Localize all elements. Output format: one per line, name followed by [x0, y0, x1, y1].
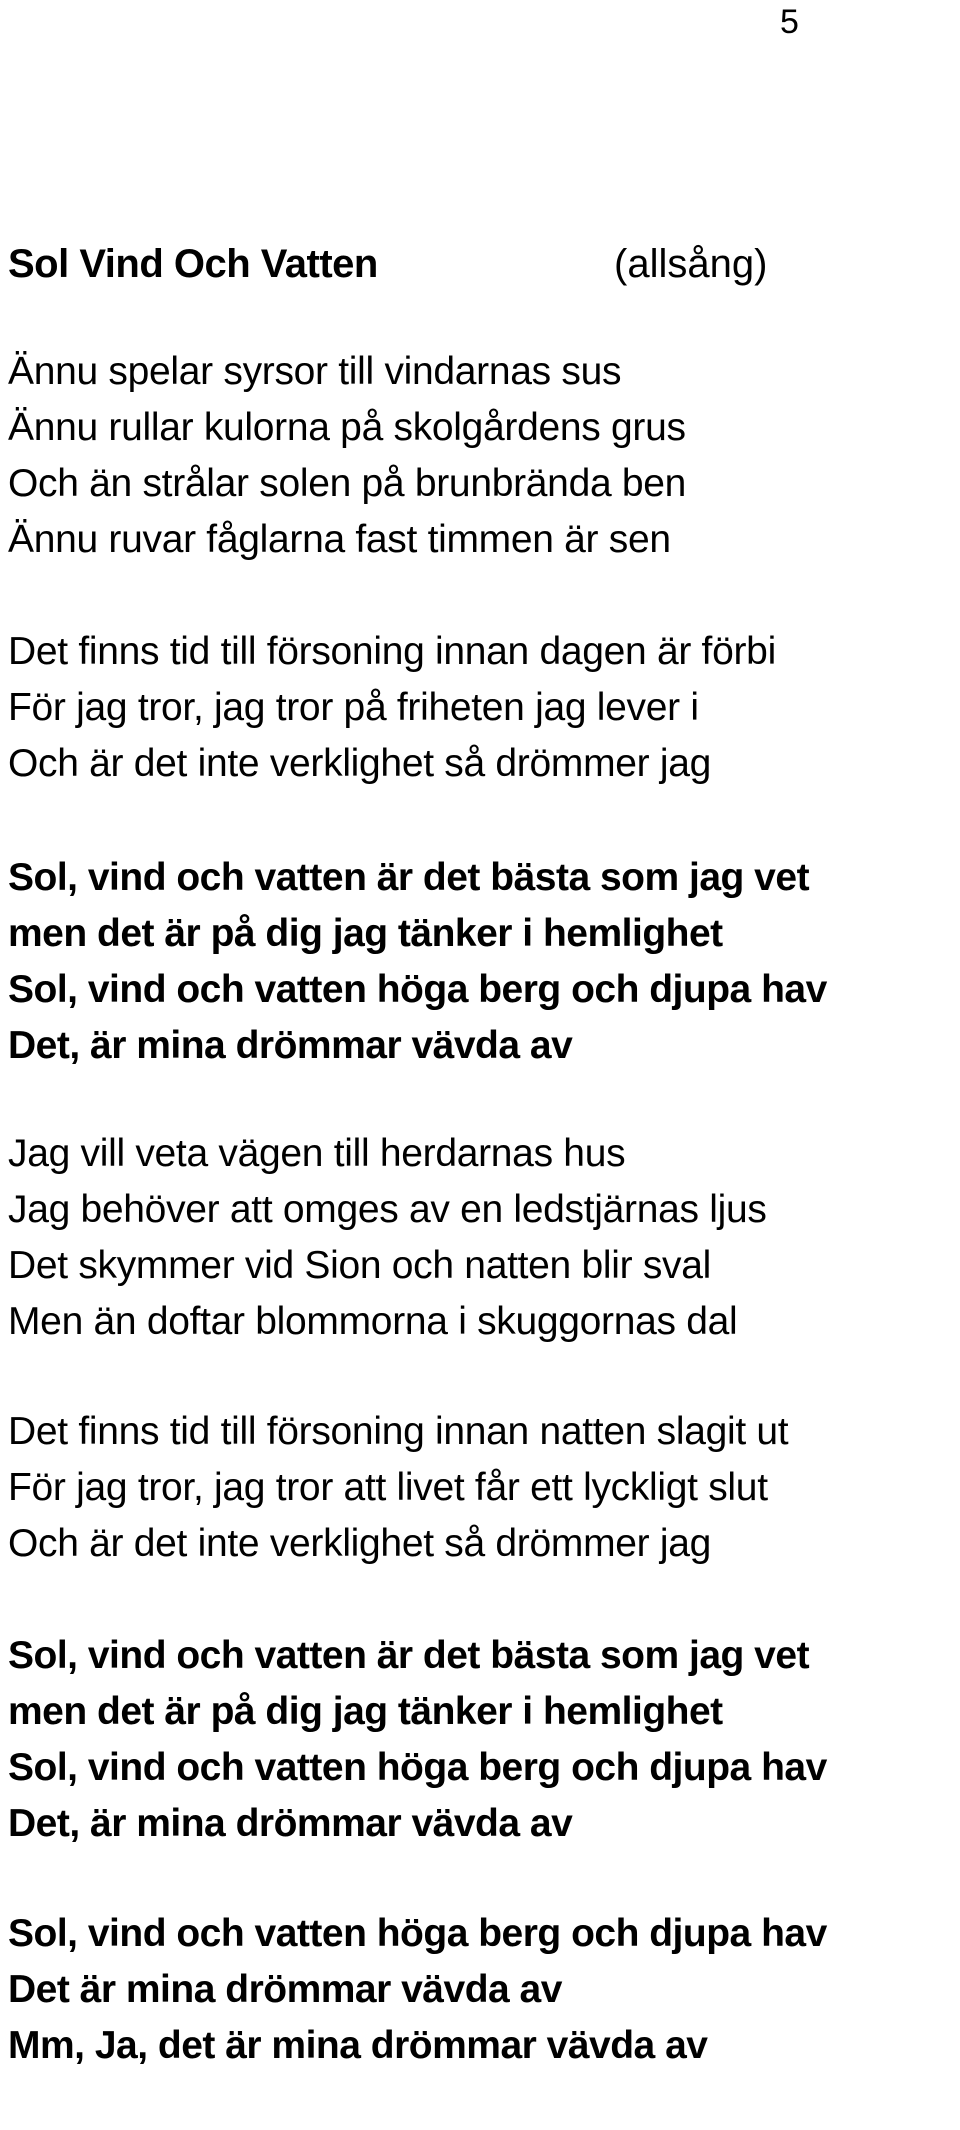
lyric-line: För jag tror, jag tror på friheten jag lever i [8, 686, 699, 729]
song-header [8, 236, 908, 292]
lyric-line: Ännu spelar syrsor till vindarnas sus [8, 350, 622, 393]
lyric-line: Det finns tid till försoning innan dagen är förbi [8, 630, 776, 673]
lyric-line: Jag behöver att omges av en ledstjärnas ljus [8, 1188, 767, 1231]
lyric-line: Och är det inte verklighet så drömmer jag [8, 742, 712, 785]
lyric-line: men det är på dig jag tänker i hemlighet [8, 912, 723, 955]
lyric-line: men det är på dig jag tänker i hemlighet [8, 1690, 723, 1733]
lyric-line: Jag vill veta vägen till herdarnas hus [8, 1132, 626, 1175]
lyric-line: Det skymmer vid Sion och natten blir sval [8, 1244, 711, 1287]
outro [8, 1906, 958, 2074]
lyric-line: Men än doftar blommorna i skuggornas dal [8, 1300, 738, 1343]
chorus-2 [8, 1628, 958, 1852]
lyric-line: Ännu rullar kulorna på skolgårdens grus [8, 406, 686, 449]
bridge-1 [8, 624, 958, 792]
chorus-1 [8, 850, 958, 1074]
lyric-line: Det, är mina drömmar vävda av [8, 1802, 573, 1845]
lyric-line: Det finns tid till försoning innan natten slagit ut [8, 1410, 789, 1453]
page-number: 5 [780, 3, 799, 41]
lyric-line: Sol, vind och vatten höga berg och djupa hav [8, 968, 827, 1011]
lyric-line: Sol, vind och vatten höga berg och djupa hav [8, 1746, 827, 1789]
lyric-line: Mm, Ja, det är mina drömmar vävda av [8, 2024, 708, 2067]
bridge-2 [8, 1404, 958, 1572]
verse-1 [8, 344, 958, 568]
lyric-line: Det är mina drömmar vävda av [8, 1968, 562, 2011]
lyric-line: Och är det inte verklighet så drömmer jag [8, 1522, 712, 1565]
lyric-line: Sol, vind och vatten är det bästa som jag vet [8, 856, 810, 899]
lyric-line: Sol, vind och vatten höga berg och djupa hav [8, 1912, 827, 1955]
song-title: Sol Vind Och Vatten [8, 242, 378, 286]
verse-2 [8, 1126, 958, 1350]
lyric-line: Sol, vind och vatten är det bästa som jag vet [8, 1634, 810, 1677]
lyrics [8, 344, 958, 2130]
song-subtitle: (allsång) [614, 242, 768, 286]
lyric-line: Och än strålar solen på brunbrända ben [8, 462, 687, 505]
lyric-line: För jag tror, jag tror att livet får ett lyckligt slut [8, 1466, 768, 1509]
lyric-line: Det, är mina drömmar vävda av [8, 1024, 573, 1067]
lyric-line: Ännu ruvar fåglarna fast timmen är sen [8, 518, 671, 561]
